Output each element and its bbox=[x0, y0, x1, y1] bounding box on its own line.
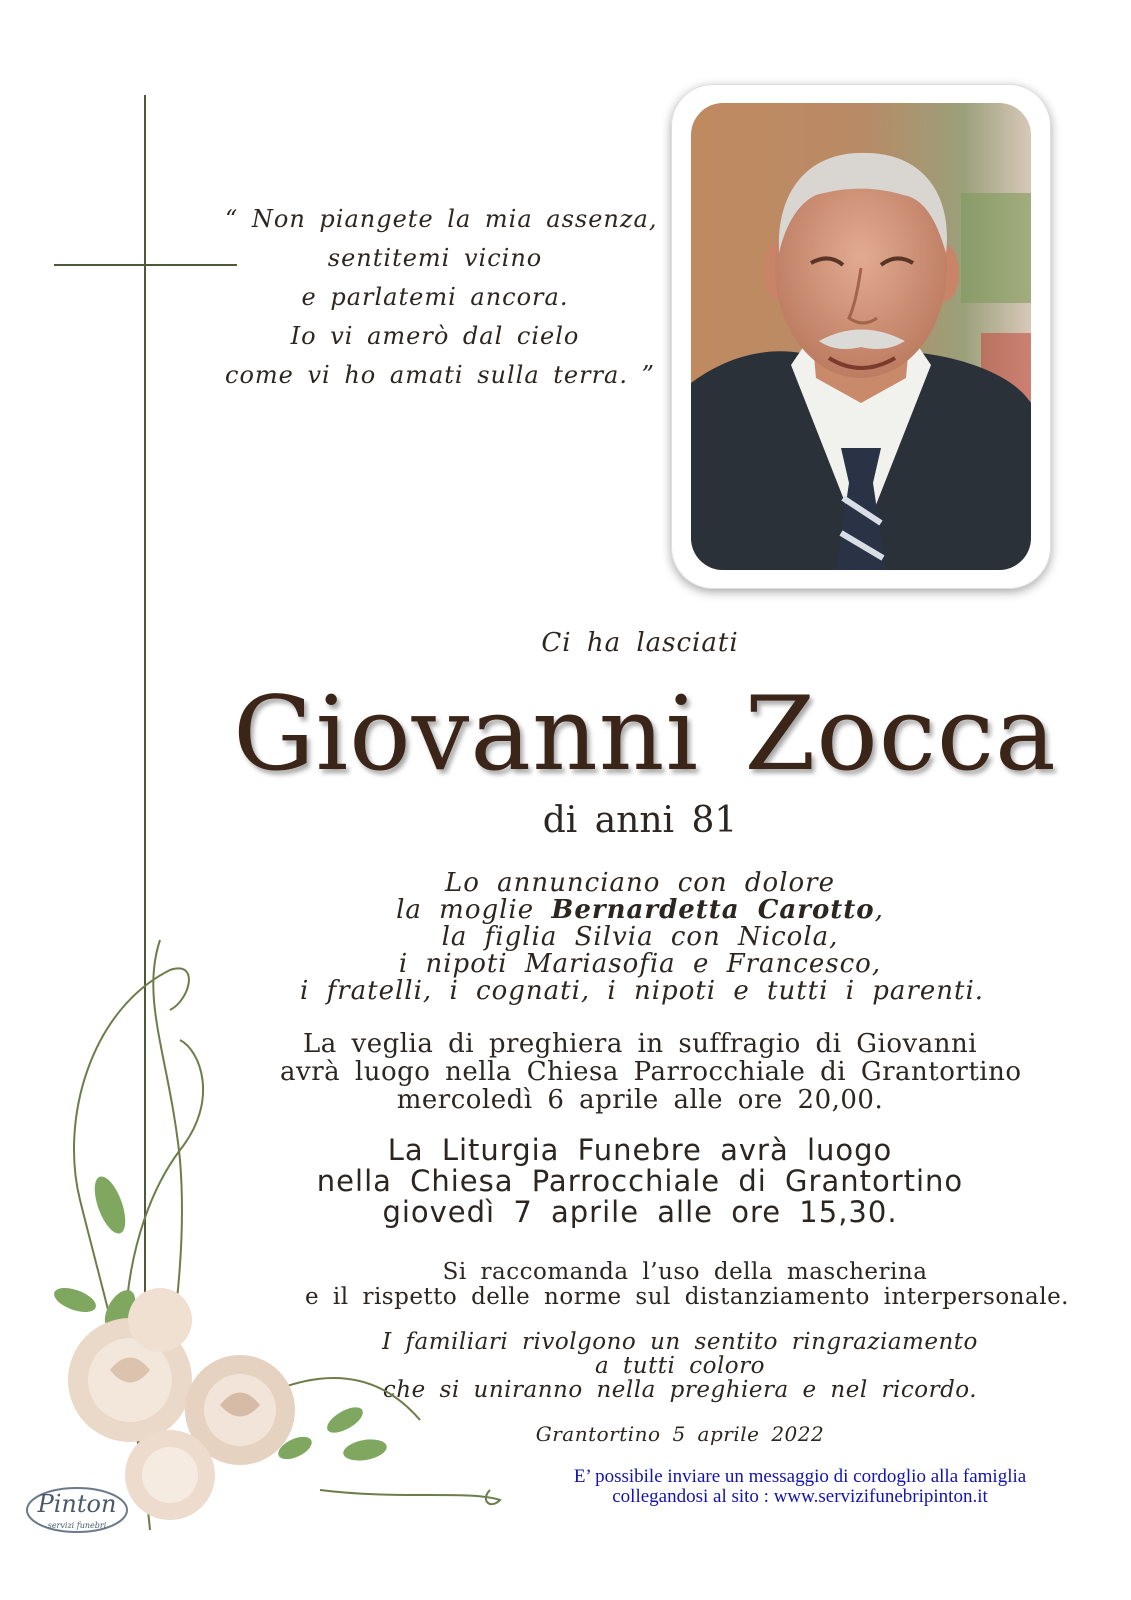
logo-tagline: servizi funebri bbox=[47, 1521, 107, 1530]
thanks-line: che si uniranno nella preghiera e nel ricordo. bbox=[382, 1377, 978, 1403]
announce-line: i fratelli, i cognati, i nipoti e tutti i parenti. bbox=[300, 976, 985, 1006]
quote-line: “ Non piangete la mia assenza, bbox=[225, 205, 658, 233]
announce-text: la moglie bbox=[396, 895, 552, 925]
memorial-quote bbox=[225, 200, 658, 395]
funeral-line: giovedì 7 aprile alle ore 15,30. bbox=[382, 1195, 898, 1229]
cross-horizontal-line bbox=[54, 264, 237, 266]
mask-line: e il rispetto delle norme sul distanziamento interpersonale. bbox=[305, 1284, 1069, 1310]
logo-brand: Pinton bbox=[37, 1490, 117, 1518]
quote-line: e parlatemi ancora. bbox=[301, 283, 569, 311]
website-notice[interactable] bbox=[520, 1467, 1080, 1507]
place-date: Grantortino 5 aprile 2022 bbox=[535, 1422, 825, 1446]
website-link[interactable]: collegandosi al sito : www.servizifunebripinton.it bbox=[612, 1486, 988, 1507]
announce-text: , bbox=[874, 895, 884, 925]
thanks-line: I familiari rivolgono un sentito ringraziamento bbox=[382, 1329, 978, 1355]
rose-decoration-icon bbox=[20, 900, 520, 1550]
vigil-line: La veglia di preghiera in suffragio di Giovanni bbox=[302, 1029, 978, 1059]
spouse-name: Bernardetta Carotto bbox=[551, 895, 875, 925]
pinton-logo-icon bbox=[22, 1478, 132, 1542]
vigil-line: avrà luogo nella Chiesa Parrocchiale di Grantortino bbox=[280, 1057, 1022, 1087]
intro-text: Ci ha lasciati bbox=[541, 628, 739, 658]
website-line: E’ possibile inviare un messaggio di cordoglio alla famiglia bbox=[573, 1466, 1027, 1487]
announce-line: Lo annunciano con dolore bbox=[444, 868, 835, 898]
quote-line: Io vi amerò dal cielo bbox=[290, 322, 580, 350]
deceased-age: di anni 81 bbox=[542, 800, 738, 841]
funeral-line: La Liturgia Funebre avrà luogo bbox=[387, 1133, 893, 1167]
deceased-name: Giovanni Zocca bbox=[233, 675, 1057, 794]
quote-line: come vi ho amati sulla terra. ” bbox=[225, 361, 655, 389]
mask-line: Si raccomanda l’uso della mascherina bbox=[442, 1259, 928, 1285]
funeral-line: nella Chiesa Parrocchiale di Grantortino bbox=[316, 1164, 964, 1198]
announce-line: i nipoti Mariasofia e Francesco, bbox=[398, 949, 882, 979]
portrait-photo bbox=[691, 103, 1031, 570]
quote-line: sentitemi vicino bbox=[327, 244, 543, 272]
announce-line: la figlia Silvia con Nicola, bbox=[441, 922, 839, 952]
thanks-line: a tutti coloro bbox=[594, 1353, 765, 1379]
vigil-line: mercoledì 6 aprile alle ore 20,00. bbox=[396, 1085, 884, 1115]
